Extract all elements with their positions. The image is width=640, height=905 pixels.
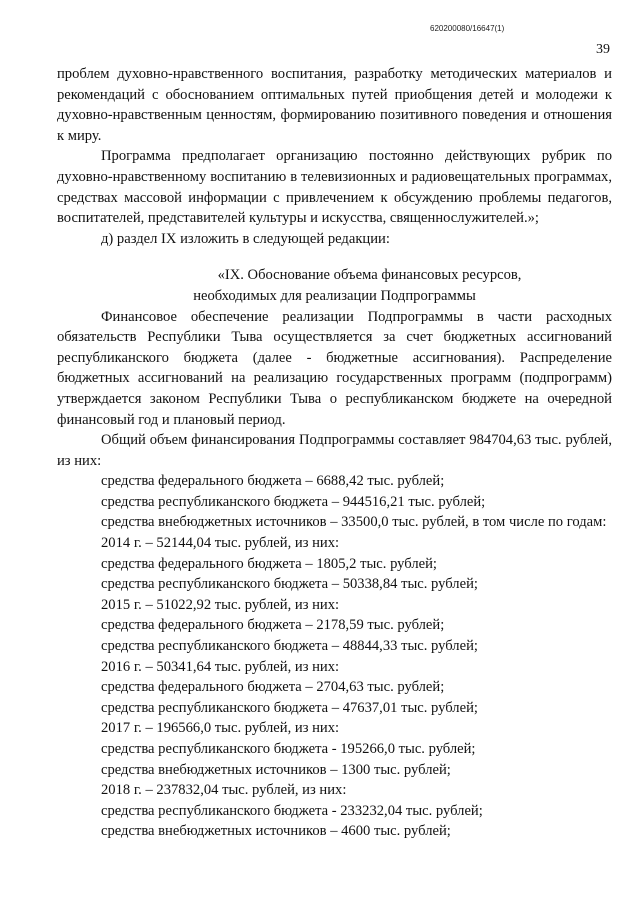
list-item: средства федерального бюджета – 2704,63 тыс. рублей;: [101, 679, 445, 696]
list-item: средства республиканского бюджета – 50338,84 тыс. рублей;: [101, 576, 478, 593]
year-2015: 2015 г. – 51022,92 тыс. рублей, из них:: [101, 596, 340, 613]
paragraph-continuation: проблем духовно-нравственного воспитания, разработку методических материалов и рекомендаций с обоснованием оптимальных путей приобщения детей и молодежи к духовно-нравственным ценностям, формированию позитивного поведения и отношения к миру.: [57, 66, 612, 144]
document-body: [57, 64, 612, 842]
source-federal: средства федерального бюджета – 6688,42 тыс. рублей;: [101, 473, 445, 490]
paragraph-instruction: д) раздел IX изложить в следующей редакции:: [101, 230, 390, 247]
year-2017: 2017 г. – 196566,0 тыс. рублей, из них:: [101, 720, 340, 737]
year-2016: 2016 г. – 50341,64 тыс. рублей, из них:: [101, 658, 340, 675]
year-2014: 2014 г. – 52144,04 тыс. рублей, из них:: [101, 535, 340, 552]
list-item: средства республиканского бюджета – 48844,33 тыс. рублей;: [101, 638, 478, 655]
paragraph-intro: Финансовое обеспечение реализации Подпрограммы в части расходных обязательств Республики Тыва осуществляется за счет бюджетных ассигнований республиканского бюджета (далее - бюджетные ассигнования). Распределение бюджетных ассигнований на реализацию государственных программ (подпрограмм) утверждается законом Республики Тыва о республиканском бюджете на очередной финансовый год и плановый период.: [57, 308, 612, 428]
paragraph-programme: Программа предполагает организацию постоянно действующих рубрик по духовно-нравственному воспитанию в телевизионных и радиовещательных программах, средствах массовой информации с привлечением к обсуждению проблемы педагогов, воспитателей, представителей культуры и искусства, священнослужителей.»;: [57, 148, 612, 227]
list-item: средства республиканского бюджета - 195266,0 тыс. рублей;: [101, 741, 476, 757]
list-item: средства республиканского бюджета – 47637,01 тыс. рублей;: [101, 699, 478, 716]
section-heading-line1: «IX. Обоснование объема финансовых ресурсов,: [217, 267, 522, 284]
source-extrabudgetary: средства внебюджетных источников – 33500,0 тыс. рублей, в том числе по годам:: [101, 514, 607, 531]
page-number: 39: [596, 42, 610, 57]
year-2018: 2018 г. – 237832,04 тыс. рублей, из них:: [101, 782, 347, 799]
list-item: средства федерального бюджета – 1805,2 тыс. рублей;: [101, 555, 437, 572]
source-republican: средства республиканского бюджета – 944516,21 тыс. рублей;: [101, 493, 486, 510]
document-id: 620200080/16647(1): [430, 24, 505, 33]
paragraph-total: Общий объем финансирования Подпрограммы составляет 984704,63 тыс. рублей, из них:: [57, 432, 612, 469]
list-item: средства республиканского бюджета - 233232,04 тыс. рублей;: [101, 802, 483, 819]
section-heading-line2: необходимых для реализации Подпрограммы: [193, 287, 476, 304]
list-item: средства внебюджетных источников – 1300 тыс. рублей;: [101, 761, 451, 778]
section-heading: [57, 265, 612, 306]
list-item: средства федерального бюджета – 2178,59 тыс. рублей;: [101, 617, 445, 634]
list-item: средства внебюджетных источников – 4600 тыс. рублей;: [101, 823, 451, 840]
